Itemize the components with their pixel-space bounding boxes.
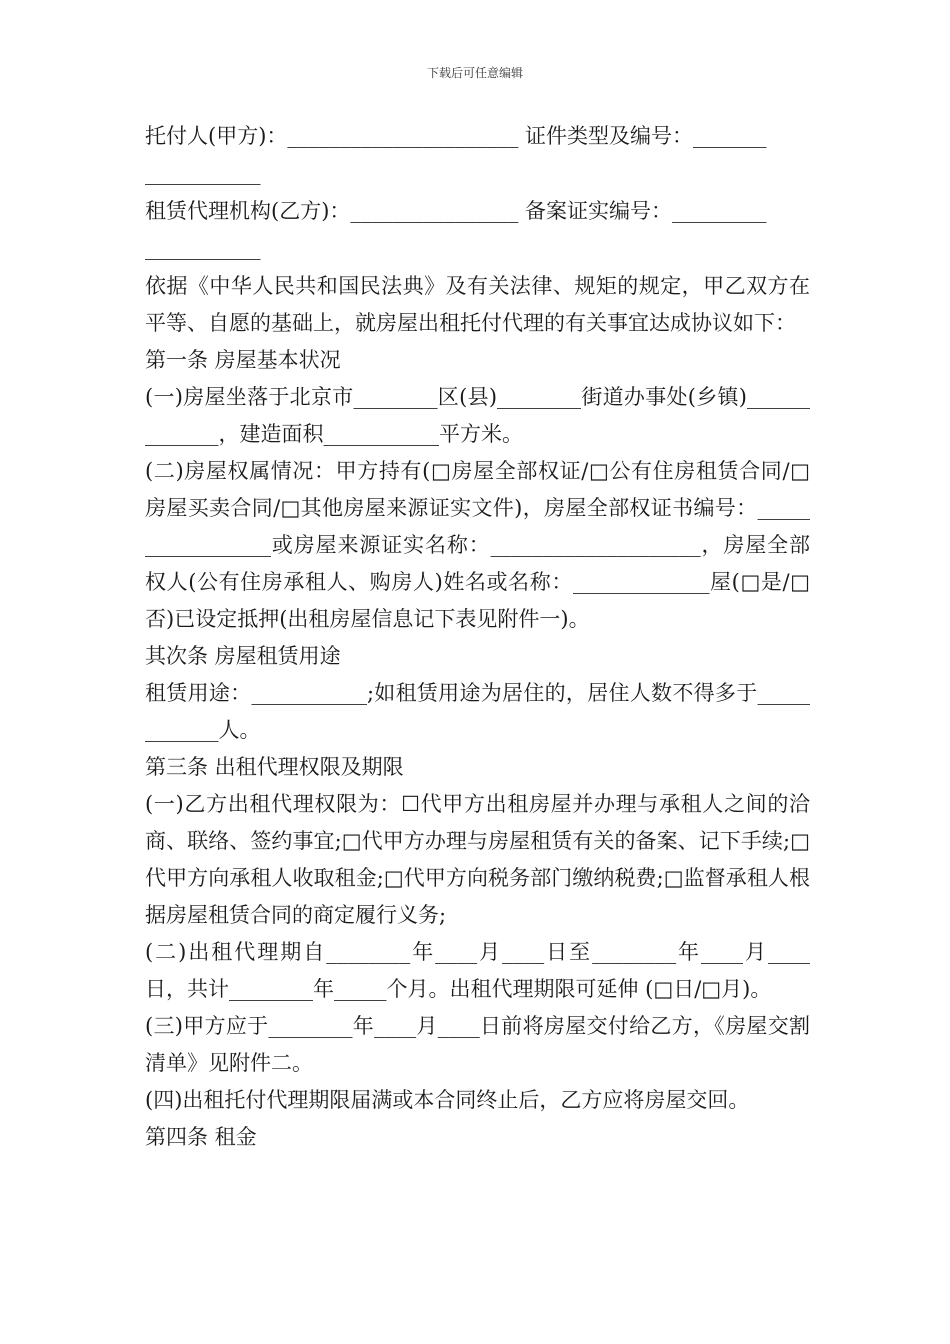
article-1-item-2: (二)房屋权属情况：甲方持有(□房屋全部权证/□公有住房租赁合同/□房屋买卖合同/□其他房屋来源证实文件)，房屋全部权证书编号：_________________或房屋来源证实名称：____________________，房屋全部权人(公有住房承租人、购房人)姓名或名称：_____________屋(□是/□否)已设定抵押(出租房屋信息记下表见附件一)。 bbox=[145, 459, 810, 631]
contract-body bbox=[145, 118, 810, 1156]
article-4-title: 第四条 租金 bbox=[145, 1125, 257, 1149]
article-3-item-4: (四)出租托付代理期限届满或本合同终止后，乙方应将房屋交回。 bbox=[145, 1088, 750, 1112]
article-2-text: 租赁用途：___________;如租赁用途为居住的，居住人数不得多于____________人。 bbox=[145, 681, 810, 742]
intro-paragraph: 依据《中华人民共和国民法典》及有关法律、规矩的规定，甲乙双方在平等、自愿的基础上，就房屋出租托付代理的有关事宜达成协议如下： bbox=[145, 274, 810, 335]
article-3-item-3: (三)甲方应于________年____月____日前将房屋交付给乙方，《房屋交割清单》见附件二。 bbox=[145, 1014, 810, 1075]
article-3-item-2: (二)出租代理期自________年____月____日至________年____月____日，共计________年_____个月。出租代理期限可延伸 (□日/□月)。 bbox=[145, 940, 810, 1001]
party-b-line: 租赁代理机构(乙方)：________________ 备案证实编号：_________ ___________ bbox=[145, 199, 767, 260]
article-3-title: 第三条 出租代理权限及期限 bbox=[145, 755, 404, 779]
article-1-item-1: (一)房屋坐落于北京市________区(县)________街道办事处(乡镇)_____________，建造面积___________平方米。 bbox=[145, 385, 810, 446]
page-header-note: 下载后可任意编辑 bbox=[426, 66, 523, 80]
article-1-title: 第一条 房屋基本状况 bbox=[145, 348, 341, 372]
article-2-title: 其次条 房屋租赁用途 bbox=[145, 644, 341, 668]
article-3-item-1: (一)乙方出租代理权限为：☐代甲方出租房屋并办理与承租人之间的洽商、联络、签约事宜;□代甲方办理与房屋租赁有关的备案、记下手续;□代甲方向承租人收取租金;□代甲方向税务部门缴纳税费;□监督承租人根据房屋租赁合同的商定履行义务; bbox=[145, 792, 810, 927]
party-a-line: 托付人(甲方)：______________________ 证件类型及编号：_______ ___________ bbox=[145, 124, 767, 185]
